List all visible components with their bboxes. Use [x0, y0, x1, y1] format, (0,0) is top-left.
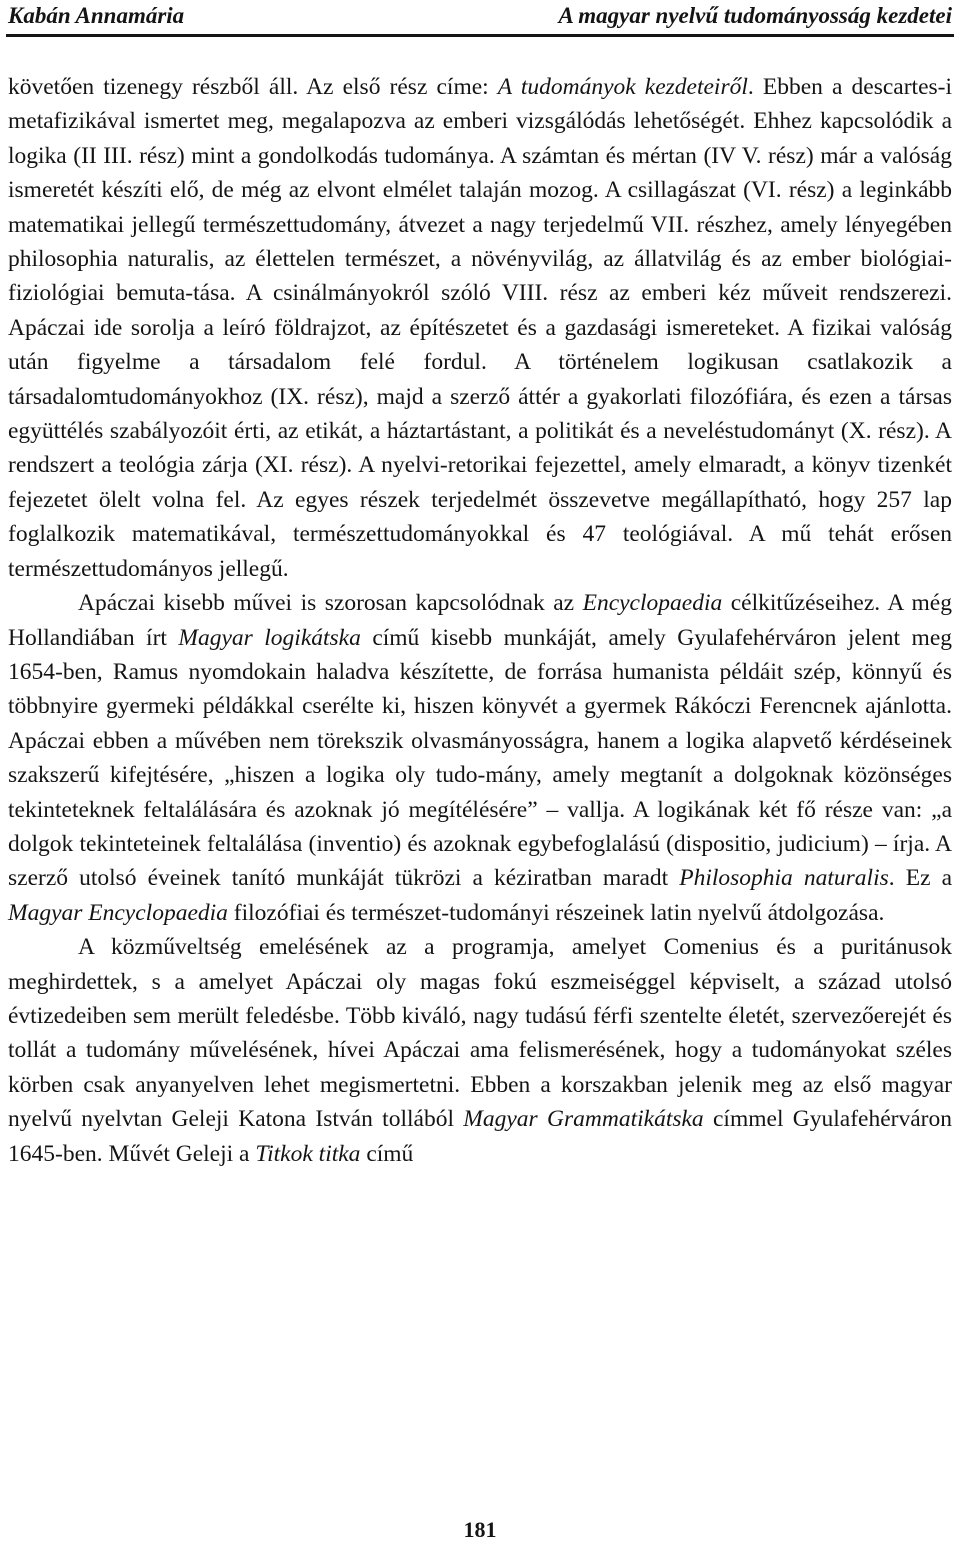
italic-title: Philosophia naturalis [679, 865, 889, 892]
text-run: című [360, 1140, 414, 1167]
text-run: követően tizenegy részből áll. Az első rész címe: [8, 74, 498, 100]
text-run: . Ebben a descartes-i metafizikával ismertet meg, megalapozva az emberi vizsgálódás lehetőségét. Ehhez kapcsolódik a logika (II III. rész) mint a gondolkodás tudománya. A számtan és mértan (IV V. rész) már a valóság ismeretét készíti elő, de még az elvont elmélet talaján mozog. A csillagászat (VI. rész) a leginkább matematikai jellegű természettudomány, átvezet a nagy terjedelmű VII. részhez, amely lényegében philosophia naturalis, az élettelen természet, a növényvilág, az állatvilág és az ember biológiai-fiziológiai bemuta-tása. A csinálmányokról szóló VIII. rész az emberi kéz műveit rendszerezi. Apáczai ide sorolja a leíró földrajzot, az építészetet és a gazdasági ismereteket. A fizikai valóság után figyelme a társadalom felé fordul. A történelem logikusan csatlakozik a társadalomtudományokhoz (IX. rész), majd a szerző áttér a gyakorlati filozófiára, és ezen a társas együttélés szabályozóit érti, az etikát, a háztartástant, a politikát és a neveléstudományt (X. rész). A rendszert a teológia zárja (XI. rész). A nyelvi-retorikai fejezettel, amely elmaradt, a könyv tizenkét fejezetet ölelt volna fel. Az egyes részek terjedelmét összevetve megállapítható, hogy 257 lap foglalkozik matematikával, természettudományokkal és 47 teológiával. A mű tehát erősen természettudományos jellegű. [8, 74, 953, 582]
page-number: 181 [463, 1517, 497, 1542]
text-run: A közműveltség emelésének az a programja, amelyet Comenius és a puritánusok meghirdettek, s a amelyet Apáczai oly magas fokú eszmeiséggel képviselt, a század utolsó évtizedeiben sem merült feledésbe. Több kiváló, nagy tudású férfi szentelte életét, szervezőerejét és tollát a tudomány művelésének, hívei Apáczai ama felismerésének, hogy a tudományokat széles körben csak anyanyelven lehet megismertetni. Ebben a korszakban jelenik meg az első magyar nyelvű nyelvtan Geleji Katona István tollából [8, 934, 952, 1133]
body-text [8, 70, 952, 1171]
text-run: filozófiai és természet-tudományi részeinek latin nyelvű átdolgozása. [227, 899, 885, 926]
text-run: . Ez a [888, 865, 952, 892]
text-run: című kisebb munkáját, amely Gyulafehérváron jelent meg 1654-ben, Ramus nyomdokain haladva készítette, de forrása humanista példáit szép, könnyű és többnyire gyermeki példákkal cserélte ki, hiszen könyvét a gyermek Rákóczi Ferencnek ajánlotta. Apáczai ebben a művében nem törekszik olvasmányosságra, hanem a logika alapvető kérdéseinek szakszerű kifejtésére, „hiszen a logika oly tudo-mány, amely megtanít a dolgoknak közönséges tekinteteknek feltalálására és azoknak jó megítélésére” – vallja. A logikának két fő része van: „a dolgok tekinteteinek feltalálása (inventio) és azoknak egybefoglalású (dispositio, judicium) – írja. A szerző utolsó éveinek tanító munkáját tükrözi a kéziratban maradt [8, 624, 952, 892]
header-title: A magyar nyelvű tudományosság kezdetei [558, 3, 952, 28]
italic-title: A tudományok kezdeteiről [497, 74, 748, 100]
paragraph [8, 930, 952, 1171]
text-run: Apáczai kisebb művei is szorosan kapcsolódnak az [78, 590, 583, 617]
text-run: címmel Gyulafehérváron 1645-ben. Művét Geleji a [8, 1106, 952, 1167]
running-header [8, 0, 952, 32]
text-run: célkitűzéseihez. A még Hollandiában írt [8, 590, 952, 651]
paragraph [8, 586, 952, 930]
header-author: Kabán Annamária [8, 3, 185, 28]
italic-title: Magyar Grammatikátska [463, 1106, 704, 1133]
header-rule [6, 34, 954, 37]
italic-title: Magyar Encyclopaedia [8, 899, 228, 926]
paragraph [8, 70, 952, 586]
italic-title: Titkok titka [255, 1140, 361, 1167]
italic-title: Magyar logikátska [178, 624, 361, 651]
italic-title: Encyclopaedia [582, 590, 723, 617]
